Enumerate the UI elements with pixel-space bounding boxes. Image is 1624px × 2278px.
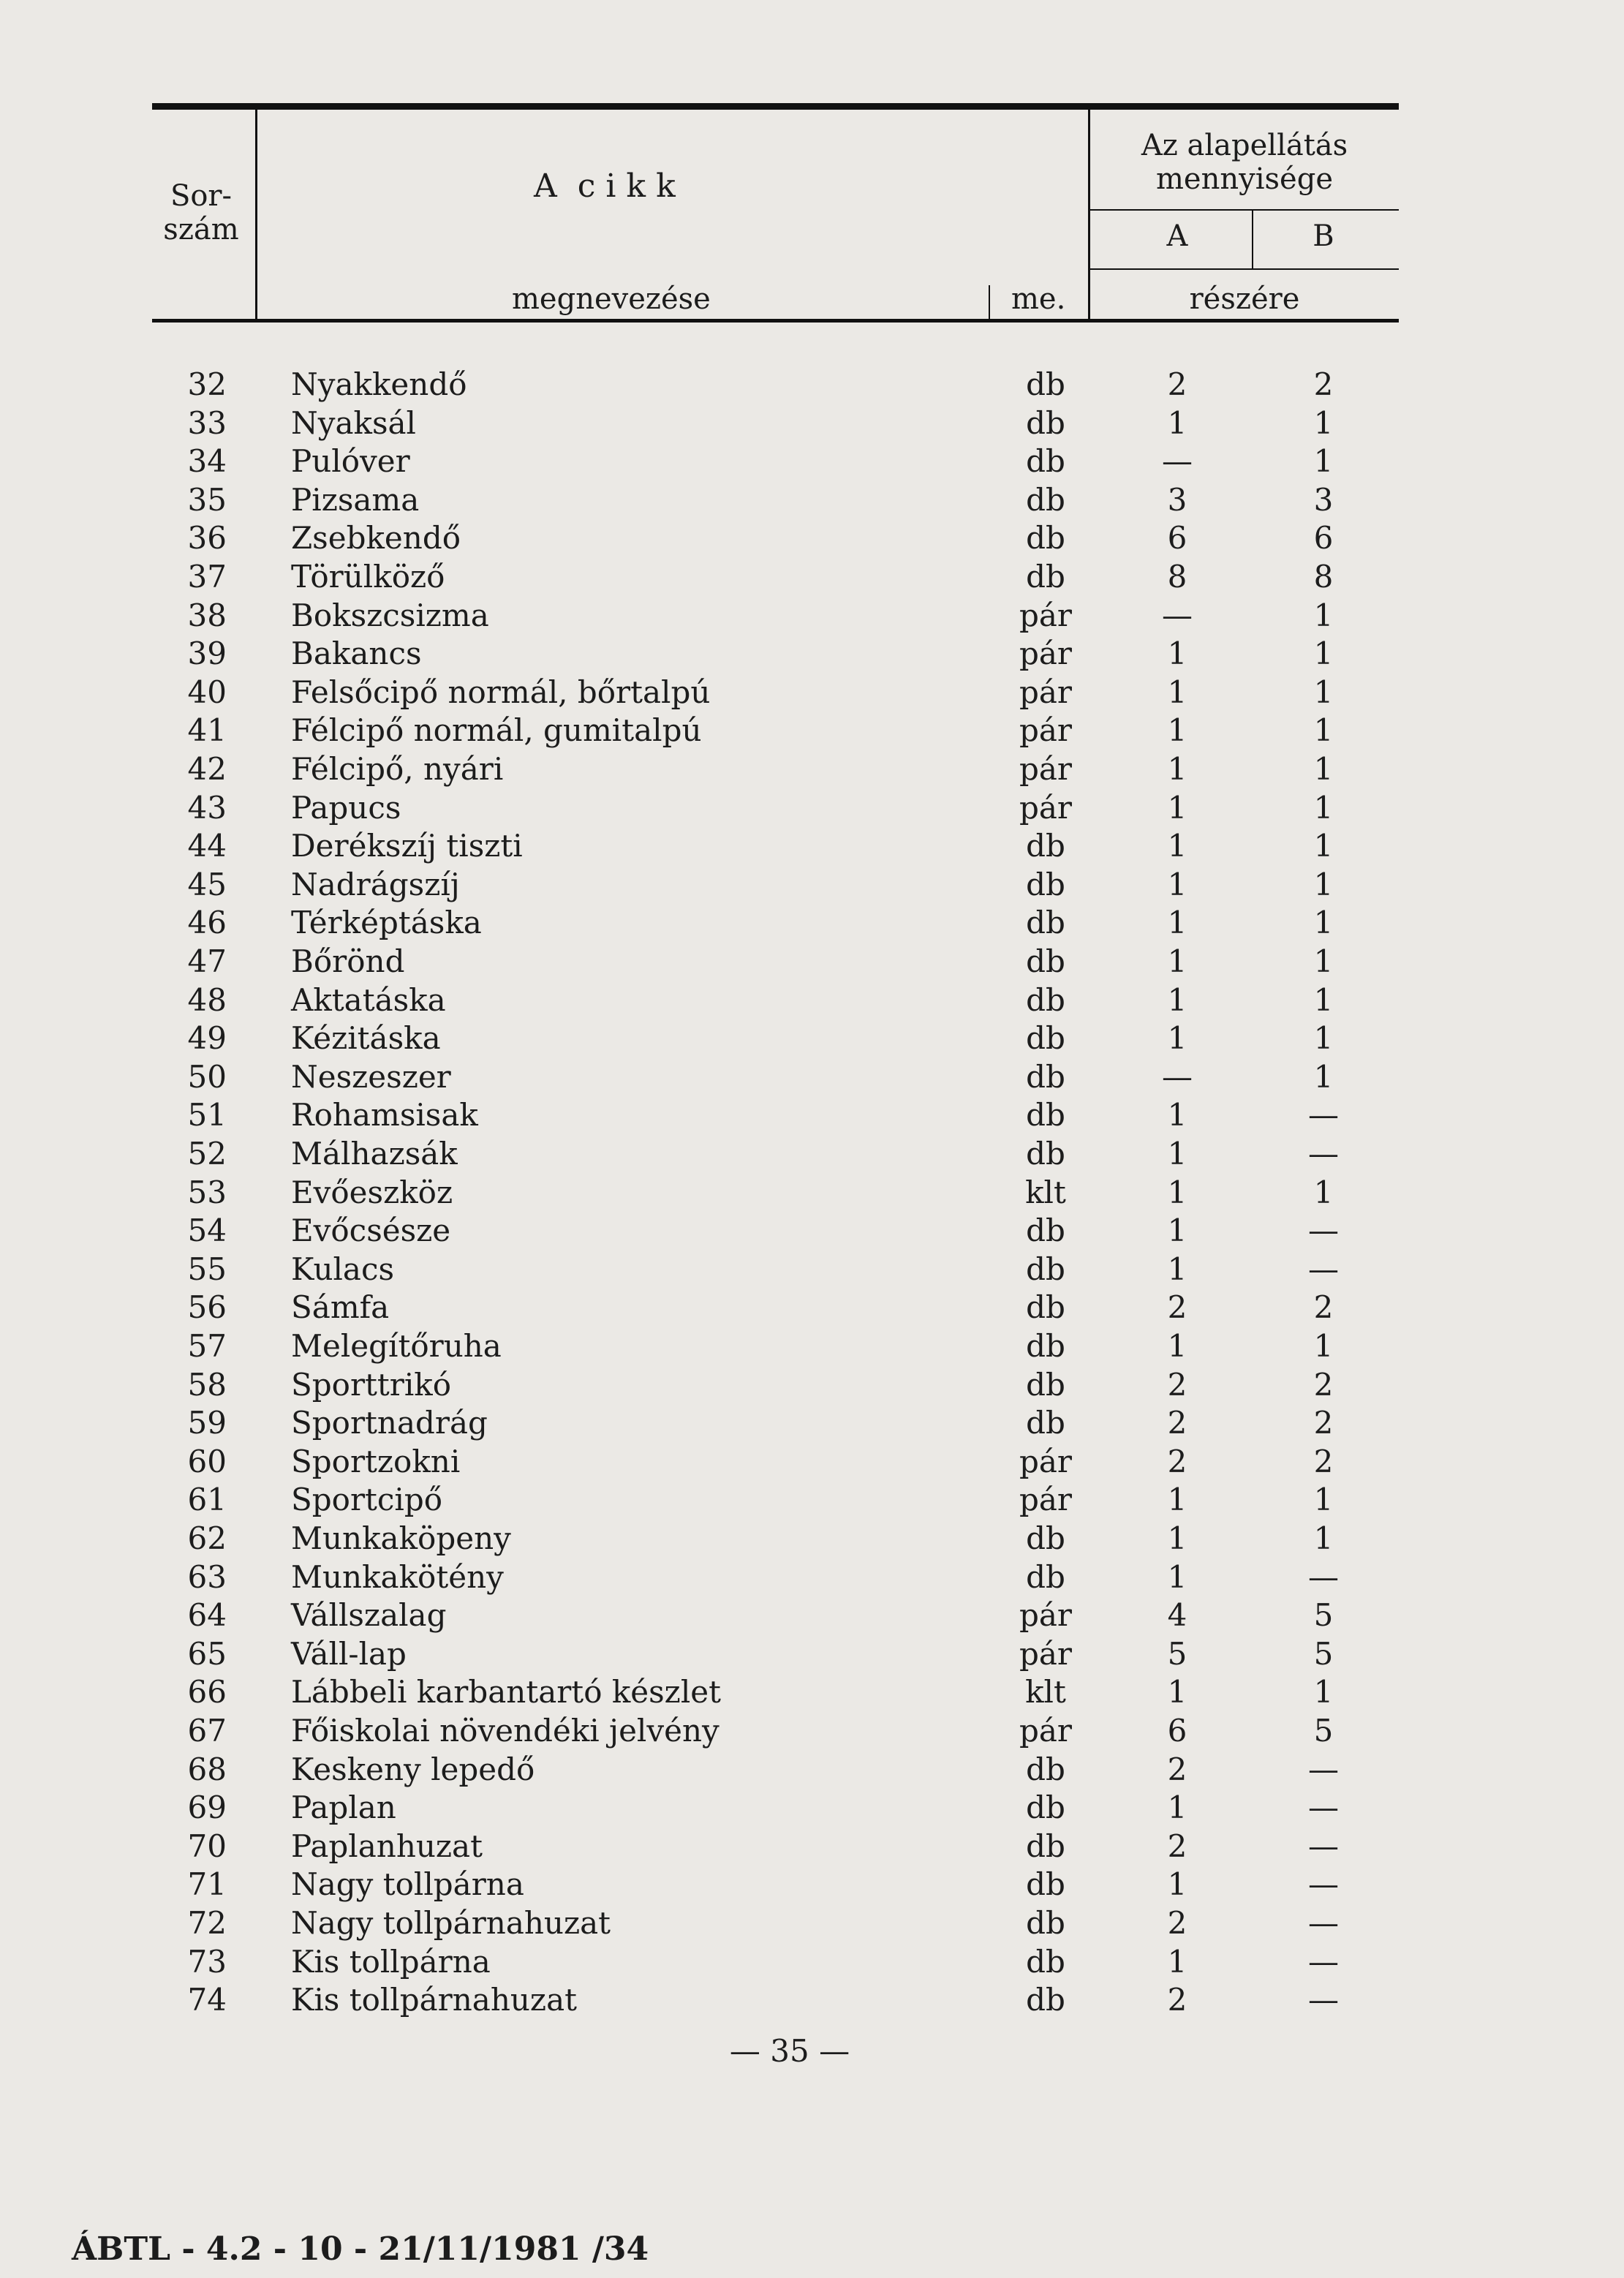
quantity-b: — bbox=[1308, 1943, 1339, 1980]
item-name: Sportcipő bbox=[291, 1482, 443, 1518]
quantity-b: 1 bbox=[1313, 404, 1334, 441]
unit-of-measure: db bbox=[1026, 1020, 1065, 1057]
quantity-b: 1 bbox=[1313, 443, 1334, 480]
item-name: Bokszcsizma bbox=[291, 597, 489, 633]
row-number: 37 bbox=[187, 559, 227, 595]
unit-of-measure: pár bbox=[1019, 1482, 1072, 1518]
quantity-b: — bbox=[1308, 1789, 1339, 1826]
row-number: 51 bbox=[187, 1097, 227, 1134]
table-row bbox=[0, 1481, 1624, 1519]
item-name: Sportnadrág bbox=[291, 1405, 488, 1441]
table-row bbox=[0, 1751, 1624, 1789]
item-name: Félcipő normál, gumitalpú bbox=[291, 712, 702, 749]
quantity-b: 1 bbox=[1313, 1520, 1334, 1556]
row-number: 55 bbox=[187, 1251, 227, 1287]
table-row bbox=[0, 1212, 1624, 1250]
quantity-a: 1 bbox=[1167, 1136, 1187, 1172]
table-row bbox=[0, 404, 1624, 442]
quantity-b: 1 bbox=[1313, 981, 1334, 1018]
quantity-a: 2 bbox=[1167, 1443, 1187, 1479]
item-name: Sámfa bbox=[291, 1289, 390, 1326]
item-name: Málhazsák bbox=[291, 1136, 458, 1172]
table-row bbox=[0, 519, 1624, 557]
table-row bbox=[0, 1520, 1624, 1558]
row-number: 59 bbox=[187, 1405, 227, 1441]
row-number: 49 bbox=[187, 1020, 227, 1057]
quantity-a: 1 bbox=[1167, 751, 1187, 787]
quantity-b: 2 bbox=[1313, 366, 1334, 402]
quantity-b: 1 bbox=[1313, 943, 1334, 979]
row-number: 50 bbox=[187, 1058, 227, 1095]
table-row bbox=[0, 904, 1624, 942]
item-name: Váll-lap bbox=[291, 1635, 407, 1672]
table-row bbox=[0, 943, 1624, 981]
quantity-b: 2 bbox=[1313, 1405, 1334, 1441]
quantity-b: — bbox=[1308, 1982, 1339, 2018]
unit-of-measure: db bbox=[1026, 1789, 1065, 1826]
table-row bbox=[0, 1443, 1624, 1481]
quantity-a: 6 bbox=[1167, 1713, 1187, 1749]
quantity-a: 2 bbox=[1167, 1289, 1187, 1326]
quantity-a: 1 bbox=[1167, 1520, 1187, 1556]
page-number: — 35 — bbox=[729, 2033, 850, 2069]
quantity-b: — bbox=[1308, 1866, 1339, 1903]
quantity-a: 2 bbox=[1167, 1366, 1187, 1403]
table-row bbox=[0, 442, 1624, 480]
unit-of-measure: pár bbox=[1019, 1443, 1072, 1479]
item-name: Nagy tollpárnahuzat bbox=[291, 1905, 611, 1941]
quantity-b: 1 bbox=[1313, 674, 1334, 710]
quantity-b: 1 bbox=[1313, 1674, 1334, 1711]
unit-of-measure: db bbox=[1026, 443, 1065, 480]
quantity-a: — bbox=[1162, 1058, 1193, 1095]
quantity-b: 1 bbox=[1313, 866, 1334, 902]
item-name: Papucs bbox=[291, 789, 401, 826]
quantity-b: 1 bbox=[1313, 1328, 1334, 1364]
table-row bbox=[0, 635, 1624, 673]
row-number: 40 bbox=[187, 674, 227, 710]
table-row bbox=[0, 866, 1624, 904]
row-number: 33 bbox=[187, 404, 227, 441]
row-number: 63 bbox=[187, 1558, 227, 1595]
item-name: Nyakkendő bbox=[291, 366, 467, 402]
unit-of-measure: db bbox=[1026, 905, 1065, 941]
unit-of-measure: db bbox=[1026, 1251, 1065, 1287]
row-number: 71 bbox=[187, 1866, 227, 1903]
unit-of-measure: db bbox=[1026, 1520, 1065, 1556]
row-number: 32 bbox=[187, 366, 227, 402]
header-bottom-rule bbox=[152, 319, 1399, 323]
row-number: 39 bbox=[187, 635, 227, 672]
table-row bbox=[0, 1058, 1624, 1096]
unit-of-measure: klt bbox=[1025, 1174, 1066, 1210]
row-number: 54 bbox=[187, 1212, 227, 1249]
rule-ab-bottom bbox=[1090, 268, 1399, 270]
quantity-b: 1 bbox=[1313, 712, 1334, 749]
quantity-a: 1 bbox=[1167, 981, 1187, 1018]
unit-of-measure: db bbox=[1026, 1558, 1065, 1595]
header-me: me. bbox=[1011, 282, 1066, 316]
quantity-a: 1 bbox=[1167, 905, 1187, 941]
unit-of-measure: db bbox=[1026, 981, 1065, 1018]
row-number: 74 bbox=[187, 1982, 227, 2018]
quantity-a: 2 bbox=[1167, 366, 1187, 402]
header-sorszam: Sor- szám bbox=[163, 179, 239, 246]
row-number: 73 bbox=[187, 1943, 227, 1980]
unit-of-measure: db bbox=[1026, 1212, 1065, 1249]
quantity-a: 5 bbox=[1167, 1635, 1187, 1672]
unit-of-measure: db bbox=[1026, 1866, 1065, 1903]
quantity-a: 1 bbox=[1167, 1482, 1187, 1518]
unit-of-measure: db bbox=[1026, 1905, 1065, 1941]
quantity-a: 1 bbox=[1167, 1020, 1187, 1057]
unit-of-measure: pár bbox=[1019, 1635, 1072, 1672]
item-name: Evőcsésze bbox=[291, 1212, 451, 1249]
row-number: 35 bbox=[187, 481, 227, 518]
quantity-b: — bbox=[1308, 1212, 1339, 1249]
quantity-a: 1 bbox=[1167, 674, 1187, 710]
header-alapellatas: Az alapellátás mennyisége bbox=[1141, 129, 1348, 196]
unit-of-measure: pár bbox=[1019, 1597, 1072, 1634]
row-number: 61 bbox=[187, 1482, 227, 1518]
quantity-a: 1 bbox=[1167, 1328, 1187, 1364]
item-name: Sporttrikó bbox=[291, 1366, 452, 1403]
item-name: Kis tollpárna bbox=[291, 1943, 491, 1980]
item-name: Vállszalag bbox=[291, 1597, 447, 1634]
table-row bbox=[0, 1981, 1624, 2019]
table-row bbox=[0, 1019, 1624, 1057]
row-number: 46 bbox=[187, 905, 227, 941]
quantity-b: 1 bbox=[1313, 1174, 1334, 1210]
item-name: Keskeny lepedő bbox=[291, 1751, 535, 1787]
quantity-b: — bbox=[1308, 1751, 1339, 1787]
quantity-a: 1 bbox=[1167, 943, 1187, 979]
table-row bbox=[0, 1096, 1624, 1134]
unit-of-measure: db bbox=[1026, 1943, 1065, 1980]
unit-of-measure: db bbox=[1026, 404, 1065, 441]
quantity-b: 1 bbox=[1313, 751, 1334, 787]
unit-of-measure: db bbox=[1026, 1097, 1065, 1134]
table-row bbox=[0, 789, 1624, 827]
quantity-a: 1 bbox=[1167, 866, 1187, 902]
quantity-b: 8 bbox=[1313, 559, 1334, 595]
quantity-a: 1 bbox=[1167, 1097, 1187, 1134]
row-number: 66 bbox=[187, 1674, 227, 1711]
quantity-a: 1 bbox=[1167, 1212, 1187, 1249]
table-row bbox=[0, 558, 1624, 596]
quantity-b: 5 bbox=[1313, 1635, 1334, 1672]
row-number: 58 bbox=[187, 1366, 227, 1403]
header-reszere: részére bbox=[1189, 282, 1300, 316]
row-number: 44 bbox=[187, 828, 227, 864]
quantity-a: 1 bbox=[1167, 1174, 1187, 1210]
divider-sorszam bbox=[255, 110, 257, 319]
row-number: 52 bbox=[187, 1136, 227, 1172]
item-name: Nagy tollpárna bbox=[291, 1866, 524, 1903]
item-name: Derékszíj tiszti bbox=[291, 828, 523, 864]
item-name: Rohamsisak bbox=[291, 1097, 478, 1134]
table-row bbox=[0, 1327, 1624, 1365]
header-col-a: A bbox=[1166, 219, 1188, 253]
quantity-b: — bbox=[1308, 1251, 1339, 1287]
item-name: Törülköző bbox=[291, 559, 445, 595]
unit-of-measure: db bbox=[1026, 943, 1065, 979]
unit-of-measure: db bbox=[1026, 1405, 1065, 1441]
quantity-a: — bbox=[1162, 443, 1193, 480]
quantity-b: 1 bbox=[1313, 905, 1334, 941]
item-name: Bőrönd bbox=[291, 943, 405, 979]
quantity-b: 1 bbox=[1313, 1058, 1334, 1095]
header-megnevezese: megnevezése bbox=[512, 282, 711, 316]
item-name: Sportzokni bbox=[291, 1443, 461, 1479]
header-col-b: B bbox=[1313, 219, 1334, 253]
item-name: Paplan bbox=[291, 1789, 396, 1826]
quantity-b: 1 bbox=[1313, 1020, 1334, 1057]
row-number: 45 bbox=[187, 866, 227, 902]
top-rule bbox=[152, 103, 1399, 110]
divider-a-b bbox=[1252, 211, 1253, 268]
quantity-a: 1 bbox=[1167, 1789, 1187, 1826]
table-row bbox=[0, 750, 1624, 788]
archive-reference: ÁBTL - 4.2 - 10 - 21/11/1981 /34 bbox=[72, 2230, 649, 2268]
quantity-a: 2 bbox=[1167, 1905, 1187, 1941]
item-name: Evőeszköz bbox=[291, 1174, 453, 1210]
quantity-a: 8 bbox=[1167, 559, 1187, 595]
quantity-a: 1 bbox=[1167, 712, 1187, 749]
unit-of-measure: pár bbox=[1019, 597, 1072, 633]
row-number: 70 bbox=[187, 1828, 227, 1864]
quantity-b: 1 bbox=[1313, 597, 1334, 633]
unit-of-measure: pár bbox=[1019, 674, 1072, 710]
table-row bbox=[0, 1174, 1624, 1212]
quantity-a: 1 bbox=[1167, 1558, 1187, 1595]
item-name: Aktatáska bbox=[291, 981, 446, 1018]
item-name: Zsebkendő bbox=[291, 520, 461, 557]
item-name: Paplanhuzat bbox=[291, 1828, 483, 1864]
quantity-a: 4 bbox=[1167, 1597, 1187, 1634]
row-number: 60 bbox=[187, 1443, 227, 1479]
table-row bbox=[0, 981, 1624, 1019]
rule-quantity-sub bbox=[1090, 209, 1399, 211]
table-row bbox=[0, 1289, 1624, 1327]
header-cikk: A c i k k bbox=[534, 167, 676, 205]
table-row bbox=[0, 1635, 1624, 1673]
quantity-a: 1 bbox=[1167, 635, 1187, 672]
quantity-a: 2 bbox=[1167, 1405, 1187, 1441]
unit-of-measure: db bbox=[1026, 1982, 1065, 2018]
quantity-a: 1 bbox=[1167, 1251, 1187, 1287]
item-name: Neszeszer bbox=[291, 1058, 451, 1095]
item-name: Lábbeli karbantartó készlet bbox=[291, 1674, 721, 1711]
unit-of-measure: db bbox=[1026, 520, 1065, 557]
row-number: 72 bbox=[187, 1905, 227, 1941]
item-name: Pulóver bbox=[291, 443, 410, 480]
row-number: 57 bbox=[187, 1328, 227, 1364]
unit-of-measure: db bbox=[1026, 828, 1065, 864]
quantity-b: 5 bbox=[1313, 1713, 1334, 1749]
row-number: 69 bbox=[187, 1789, 227, 1826]
unit-of-measure: pár bbox=[1019, 712, 1072, 749]
quantity-a: 2 bbox=[1167, 1751, 1187, 1787]
item-name: Nadrágszíj bbox=[291, 866, 460, 902]
unit-of-measure: pár bbox=[1019, 635, 1072, 672]
row-number: 67 bbox=[187, 1713, 227, 1749]
quantity-b: 3 bbox=[1313, 481, 1334, 518]
unit-of-measure: klt bbox=[1025, 1674, 1066, 1711]
table-row bbox=[0, 1558, 1624, 1596]
row-number: 62 bbox=[187, 1520, 227, 1556]
item-name: Melegítőruha bbox=[291, 1328, 502, 1364]
table-row bbox=[0, 1943, 1624, 1981]
quantity-b: 2 bbox=[1313, 1366, 1334, 1403]
row-number: 68 bbox=[187, 1751, 227, 1787]
row-number: 56 bbox=[187, 1289, 227, 1326]
quantity-a: 1 bbox=[1167, 404, 1187, 441]
table-row bbox=[0, 366, 1624, 404]
row-number: 48 bbox=[187, 981, 227, 1018]
unit-of-measure: pár bbox=[1019, 1713, 1072, 1749]
quantity-b: — bbox=[1308, 1558, 1339, 1595]
unit-of-measure: db bbox=[1026, 559, 1065, 595]
unit-of-measure: db bbox=[1026, 1328, 1065, 1364]
table-row bbox=[0, 1789, 1624, 1827]
item-name: Főiskolai növendéki jelvény bbox=[291, 1713, 720, 1749]
unit-of-measure: db bbox=[1026, 866, 1065, 902]
table-row bbox=[0, 1828, 1624, 1866]
item-name: Térképtáska bbox=[291, 905, 482, 941]
table-row bbox=[0, 1404, 1624, 1442]
row-number: 38 bbox=[187, 597, 227, 633]
unit-of-measure: db bbox=[1026, 1828, 1065, 1864]
table-row bbox=[0, 1673, 1624, 1711]
item-name: Félcipő, nyári bbox=[291, 751, 504, 787]
table-row bbox=[0, 597, 1624, 635]
quantity-b: 2 bbox=[1313, 1289, 1334, 1326]
item-name: Kis tollpárnahuzat bbox=[291, 1982, 577, 2018]
quantity-a: 3 bbox=[1167, 481, 1187, 518]
table-row bbox=[0, 827, 1624, 865]
quantity-b: 1 bbox=[1313, 789, 1334, 826]
unit-of-measure: db bbox=[1026, 1366, 1065, 1403]
quantity-b: — bbox=[1308, 1097, 1339, 1134]
table-row bbox=[0, 712, 1624, 750]
quantity-b: — bbox=[1308, 1905, 1339, 1941]
quantity-a: 2 bbox=[1167, 1982, 1187, 2018]
quantity-b: 1 bbox=[1313, 828, 1334, 864]
unit-of-measure: pár bbox=[1019, 751, 1072, 787]
unit-of-measure: db bbox=[1026, 1058, 1065, 1095]
quantity-b: 2 bbox=[1313, 1443, 1334, 1479]
quantity-b: 6 bbox=[1313, 520, 1334, 557]
table-row bbox=[0, 1135, 1624, 1173]
item-name: Kézitáska bbox=[291, 1020, 441, 1057]
item-name: Munkaköpeny bbox=[291, 1520, 511, 1556]
unit-of-measure: db bbox=[1026, 1751, 1065, 1787]
row-number: 41 bbox=[187, 712, 227, 749]
quantity-b: 1 bbox=[1313, 1482, 1334, 1518]
unit-of-measure: db bbox=[1026, 1136, 1065, 1172]
item-name: Felsőcipő normál, bőrtalpú bbox=[291, 674, 711, 710]
table-row bbox=[0, 1251, 1624, 1289]
quantity-b: — bbox=[1308, 1828, 1339, 1864]
table-row bbox=[0, 1366, 1624, 1404]
quantity-b: 5 bbox=[1313, 1597, 1334, 1634]
quantity-a: 1 bbox=[1167, 1674, 1187, 1711]
quantity-a: 6 bbox=[1167, 520, 1187, 557]
item-name: Nyaksál bbox=[291, 404, 416, 441]
quantity-b: — bbox=[1308, 1136, 1339, 1172]
quantity-a: 2 bbox=[1167, 1828, 1187, 1864]
unit-of-measure: db bbox=[1026, 1289, 1065, 1326]
item-name: Pizsama bbox=[291, 481, 420, 518]
table-row bbox=[0, 1904, 1624, 1942]
unit-of-measure: db bbox=[1026, 366, 1065, 402]
quantity-a: 1 bbox=[1167, 789, 1187, 826]
row-number: 47 bbox=[187, 943, 227, 979]
table-row bbox=[0, 481, 1624, 519]
quantity-a: — bbox=[1162, 597, 1193, 633]
row-number: 53 bbox=[187, 1174, 227, 1210]
table-row bbox=[0, 1866, 1624, 1904]
row-number: 43 bbox=[187, 789, 227, 826]
table-row bbox=[0, 674, 1624, 712]
table-row bbox=[0, 1712, 1624, 1750]
row-number: 42 bbox=[187, 751, 227, 787]
table-row bbox=[0, 1596, 1624, 1634]
item-name: Munkakötény bbox=[291, 1558, 504, 1595]
quantity-a: 1 bbox=[1167, 1943, 1187, 1980]
row-number: 36 bbox=[187, 520, 227, 557]
unit-of-measure: pár bbox=[1019, 789, 1072, 826]
unit-of-measure: db bbox=[1026, 481, 1065, 518]
item-name: Bakancs bbox=[291, 635, 422, 672]
quantity-a: 1 bbox=[1167, 828, 1187, 864]
row-number: 65 bbox=[187, 1635, 227, 1672]
divider-me bbox=[989, 285, 990, 319]
quantity-b: 1 bbox=[1313, 635, 1334, 672]
row-number: 34 bbox=[187, 443, 227, 480]
quantity-a: 1 bbox=[1167, 1866, 1187, 1903]
item-name: Kulacs bbox=[291, 1251, 395, 1287]
row-number: 64 bbox=[187, 1597, 227, 1634]
